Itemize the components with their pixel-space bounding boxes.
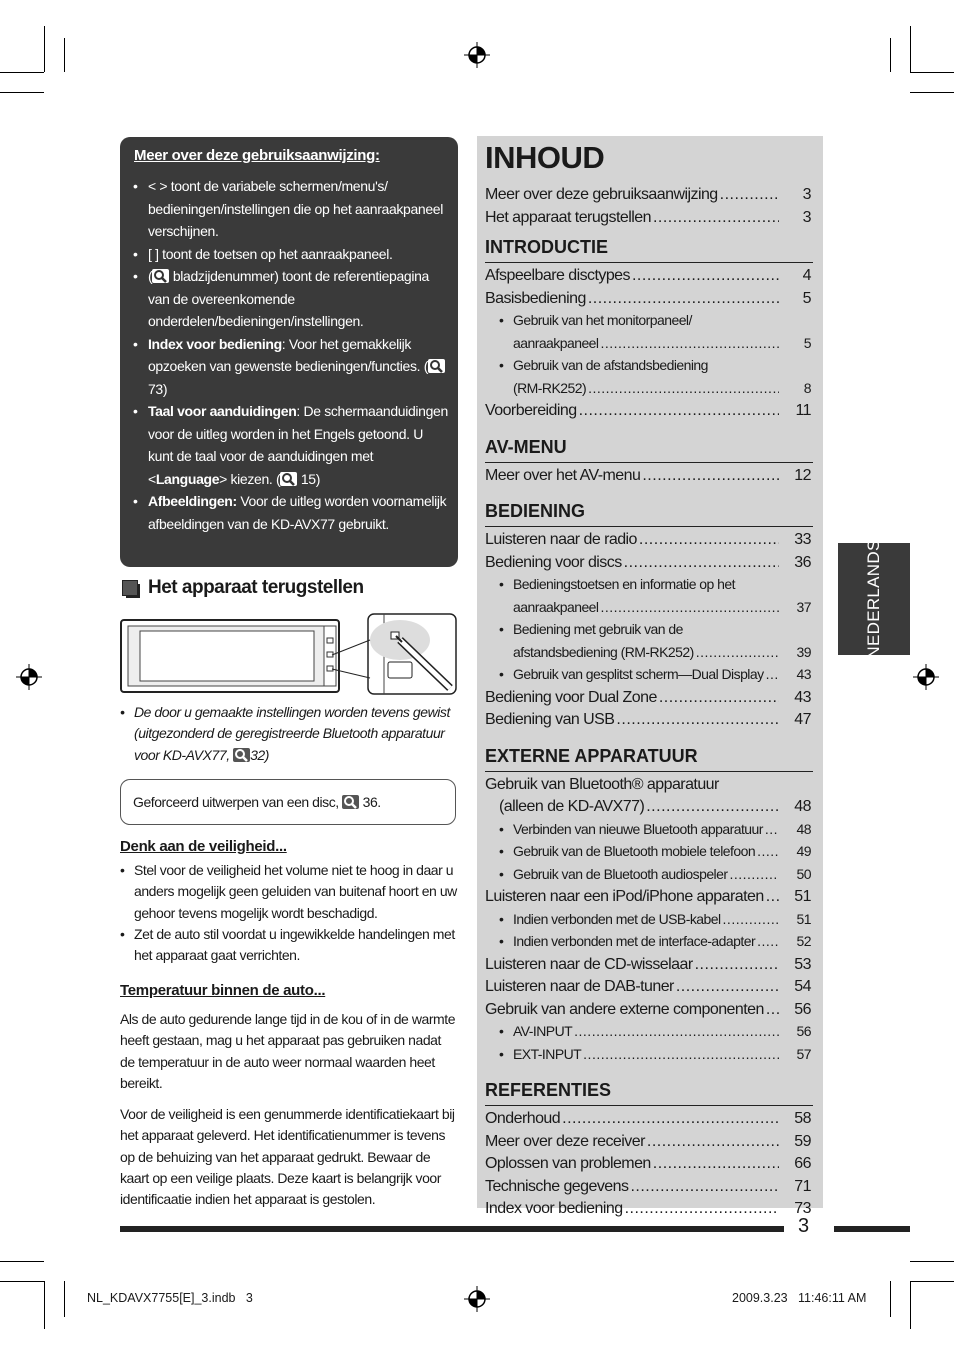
- toc-page-number: 48: [796, 820, 811, 837]
- toc-entry-title: Technische gegevens: [485, 1177, 629, 1195]
- toc-entry-title: Luisteren naar de CD-wisselaar: [485, 955, 693, 973]
- toc-bullet: •: [499, 865, 504, 882]
- toc-section-heading: INTRODUCTIE: [485, 237, 608, 257]
- toc-page-number: 47: [794, 711, 811, 728]
- toc-entry-title: Luisteren naar de radio: [485, 531, 637, 548]
- toc-bullet: •: [499, 621, 504, 637]
- toc-entry-title: Gebruik van de afstandsbediening: [513, 357, 708, 373]
- toc-leader: [647, 1133, 779, 1151]
- toc-entry-line1: [499, 312, 811, 332]
- toc-page-number: 12: [794, 466, 811, 484]
- magnifier-icon: [280, 472, 297, 486]
- toc-entry-title: Bediening met gebruik van de: [513, 621, 683, 637]
- safety-item: • Stel voor de veiligheid het volume niet te hoog in daar u anders mogelijk geen geluiden van buitenaf hoort en uw gehoor tevens mogelijk wordt beschadigd.: [120, 860, 460, 924]
- toc-entry[interactable]: [485, 402, 811, 422]
- toc-entry[interactable]: [499, 821, 811, 841]
- language-tab: [838, 539, 910, 659]
- temperature-heading: Temperatuur binnen de auto...: [120, 982, 326, 999]
- toc-entry-title: Bediening voor discs: [485, 553, 622, 571]
- crop-mark: [910, 1261, 954, 1262]
- device-illustration: [120, 612, 460, 696]
- toc-bullet: •: [499, 843, 504, 859]
- toc-entry[interactable]: [485, 1133, 811, 1153]
- toc-section-heading: BEDIENING: [485, 501, 586, 521]
- toc-entry[interactable]: [499, 1023, 811, 1043]
- toc-entry-title: AV-INPUT: [513, 1023, 573, 1039]
- crop-mark: [0, 92, 44, 93]
- toc-page-number: 56: [796, 1023, 811, 1039]
- toc-leader: [676, 978, 779, 996]
- toc-entry-line1: [485, 776, 811, 796]
- toc-entry-title: Bediening van USB: [485, 711, 615, 728]
- page-number: 3: [798, 1215, 810, 1237]
- toc-page-number: 54: [794, 978, 811, 995]
- toc-leader: [695, 956, 779, 974]
- temperature-para-1: Als de auto gedurende lange tijd in de kou of in de warmte heeft gestaan, mag u het apparaat pas gebruiken nadat de temperatuur in de auto weer normaal waarden heet bereikt.: [120, 1011, 456, 1091]
- toc-page-number: 43: [796, 666, 811, 682]
- toc-entry[interactable]: [485, 1200, 811, 1220]
- toc-page-number: 50: [796, 865, 811, 882]
- toc-entry[interactable]: [499, 1046, 811, 1066]
- toc-page-number: 51: [794, 888, 811, 905]
- toc-leader: [696, 644, 779, 660]
- toc-entry[interactable]: [485, 267, 811, 287]
- crop-mark: [910, 1281, 911, 1329]
- toc-entry-title: Afspeelbare disctypes: [485, 267, 630, 284]
- info-text: bladzijdenummer) toont de referentiepagina van de overeenkomende onderdelen/bedieningen/instellingen.: [148, 268, 429, 329]
- footer-timestamp: 2009.3.23 11:46:11 AM: [732, 1291, 867, 1305]
- page-ref: 15): [300, 470, 321, 487]
- toc-entry-title: Oplossen van problemen: [485, 1155, 651, 1172]
- toc-entry[interactable]: [485, 798, 811, 818]
- toc-entry[interactable]: [485, 531, 811, 551]
- crop-mark: [0, 1281, 44, 1282]
- toc-entry[interactable]: [485, 1155, 811, 1175]
- crop-mark: [0, 72, 44, 73]
- toc-page-number: 3: [802, 186, 811, 203]
- safety-list: [120, 860, 460, 966]
- info-bold: Index voor bediening: [148, 335, 282, 352]
- toc-entry-title: Het apparaat terugstellen: [485, 208, 651, 226]
- toc-entry[interactable]: [499, 380, 811, 400]
- toc-leader: [588, 290, 779, 308]
- toc-leader: [574, 1023, 779, 1039]
- toc-bullet: •: [499, 1045, 504, 1062]
- info-item: [132, 175, 450, 243]
- toc-entry-line1: [499, 357, 811, 377]
- info-text: [ ] toont de toetsen op het aanraakpaneel.: [148, 245, 393, 262]
- toc-page-number: 4: [802, 267, 811, 284]
- toc-entry[interactable]: [485, 978, 811, 998]
- toc-leader: [579, 402, 779, 420]
- eject-box: [120, 779, 456, 825]
- toc-leader: [765, 821, 779, 837]
- safety-items: [120, 860, 460, 966]
- square-bullet-icon: [122, 580, 138, 596]
- toc-page-number: 57: [796, 1045, 811, 1062]
- toc-entry-title: Luisteren naar een iPod/iPhone apparaten: [485, 888, 764, 905]
- toc-page-number: 66: [794, 1155, 811, 1172]
- crop-mark: [910, 72, 954, 73]
- toc-page-number: 51: [796, 910, 811, 927]
- toc-entry[interactable]: [499, 666, 811, 686]
- toc-entry-title: Bediening voor Dual Zone: [485, 688, 657, 706]
- toc-entry-title: Verbinden van nieuwe Bluetooth apparatuur: [513, 820, 763, 837]
- toc-entry-title: (RM-RK252): [513, 379, 587, 396]
- magnifier-icon: [233, 748, 250, 762]
- info-bold: Language: [155, 470, 220, 487]
- toc-page-number: 53: [794, 955, 811, 973]
- info-item: [132, 490, 450, 535]
- toc-bullet: •: [499, 1023, 504, 1039]
- toc-leader: [562, 1110, 779, 1128]
- toc-entry-title: (alleen de KD-AVX77): [499, 798, 645, 815]
- toc-page-number: 59: [794, 1132, 811, 1150]
- toc-entry-title: aanraakpaneel: [513, 334, 599, 351]
- safety-heading: Denk aan de veiligheid...: [120, 838, 287, 855]
- toc-leader: [632, 267, 779, 285]
- toc-leader: [625, 1200, 779, 1218]
- toc-entry[interactable]: [485, 1178, 811, 1198]
- toc-page-number: 5: [803, 334, 811, 351]
- toc-page-number: 3: [802, 208, 811, 226]
- toc-entry-title: Gebruik van andere externe componenten: [485, 1000, 764, 1018]
- info-text: < > toont de variabele schermen/menu's/ bedieningen/instellingen die op het aanraakpaneel verschijnen.: [148, 178, 443, 239]
- language-tab-label: NEDERLANDS: [864, 539, 883, 659]
- toc-leader: [757, 933, 779, 949]
- toc-page-number: 33: [794, 531, 811, 548]
- toc-entry-title: Meer over het AV-menu: [485, 466, 641, 484]
- toc-leader: [600, 599, 779, 615]
- toc-entry[interactable]: [499, 335, 811, 355]
- toc-leader: [757, 843, 779, 859]
- toc-entry[interactable]: [485, 1001, 811, 1021]
- note-text: De door u gemaakte instellingen worden tevens gewist (uitgezonderd de geregistreerde Bluetooth apparatuur voor KD-AVX77,: [134, 704, 450, 763]
- crop-mark: [64, 38, 65, 72]
- toc-page-number: 58: [794, 1110, 811, 1127]
- toc-leader: [720, 186, 779, 204]
- toc-entry[interactable]: [485, 888, 811, 908]
- toc-entry[interactable]: [485, 209, 811, 229]
- toc-page-number: 56: [794, 1000, 811, 1018]
- toc-leader: [639, 531, 779, 549]
- toc-leader: [646, 798, 779, 816]
- table-of-contents: [477, 136, 823, 1217]
- toc-section-rule: [485, 1105, 813, 1106]
- reset-heading: Het apparaat terugstellen: [148, 577, 364, 598]
- toc-entry[interactable]: [499, 911, 811, 931]
- crop-mark: [0, 1261, 44, 1262]
- toc-section-rule: [485, 262, 813, 263]
- crop-mark: [64, 1281, 65, 1317]
- toc-entry-title: Gebruik van het monitorpaneel/: [513, 312, 692, 328]
- page-ref: 36.: [362, 794, 381, 810]
- magnifier-icon: [428, 359, 445, 373]
- toc-entry-title: Voorbereiding: [485, 402, 577, 419]
- info-bold: Afbeeldingen:: [148, 493, 237, 509]
- toc-leader: [653, 209, 779, 227]
- toc-entry[interactable]: [499, 644, 811, 664]
- toc-page-number: 71: [794, 1177, 811, 1195]
- toc-page-number: 8: [803, 379, 811, 396]
- info-item: [132, 333, 450, 401]
- toc-leader: [729, 866, 779, 882]
- toc-bullet: •: [499, 910, 504, 927]
- toc-leader: [624, 554, 779, 572]
- toc-entry-title: Meer over deze gebruiksaanwijzing: [485, 186, 718, 203]
- toc-entry[interactable]: [485, 689, 811, 709]
- toc-entry-title: Bedieningstoetsen en informatie op het: [513, 576, 735, 592]
- toc-entry-title: Gebruik van Bluetooth® apparatuur: [485, 775, 719, 793]
- toc-page-number: 5: [802, 289, 811, 307]
- toc-bullet: •: [499, 933, 504, 949]
- toc-entry[interactable]: [499, 599, 811, 619]
- info-box: [120, 137, 458, 567]
- toc-leader: [653, 1155, 779, 1173]
- toc-entry-line1: [499, 576, 811, 596]
- eject-text: Geforceerd uitwerpen van een disc,: [133, 794, 339, 810]
- toc-leader: [583, 1046, 779, 1062]
- info-list: [132, 175, 450, 535]
- toc-entry-title: Indien verbonden met de interface-adapter: [513, 933, 756, 949]
- toc-section-rule: [485, 462, 813, 463]
- crop-mark: [910, 26, 911, 72]
- toc-entry-title: Index voor bediening: [485, 1200, 623, 1217]
- toc-leader: [766, 666, 779, 682]
- toc-section-heading: EXTERNE APPARATUUR: [485, 745, 698, 766]
- toc-section-rule: [485, 771, 813, 772]
- toc-entry[interactable]: [499, 933, 811, 953]
- registration-mark-bottom: [464, 1286, 490, 1312]
- toc-entry-title: afstandsbediening (RM-RK252): [513, 643, 694, 660]
- toc-entry-title: EXT-INPUT: [513, 1045, 582, 1062]
- toc-page-number: 73: [794, 1200, 811, 1217]
- toc-entry-title: Meer over deze receiver: [485, 1132, 645, 1150]
- info-item: [132, 400, 450, 490]
- temperature-para-2: Voor de veiligheid is een genummerde identificatiekaart bij het apparaat geleverd. Het identificatienummer is tevens op de behuizing van het apparaat gedrukt. Bewaar de kaart op een veilige plaats. Deze kaart is belangrijk voor identificaatie indien het apparaat is gestolen.: [120, 1106, 455, 1208]
- footer-rule-right: [834, 1226, 910, 1232]
- toc-entry[interactable]: [499, 866, 811, 886]
- toc-page-number: 49: [796, 843, 811, 859]
- toc-bullet: •: [499, 357, 504, 373]
- safety-item: • Zet de auto stil voordat u ingewikkelde handelingen met het apparaat gaat verrichten.: [120, 924, 460, 967]
- toc-leader: [766, 888, 779, 906]
- toc-entry[interactable]: [485, 1110, 811, 1130]
- toc-entry-title: Gebruik van gesplitst scherm—Dual Display: [513, 666, 764, 682]
- note-item: [120, 702, 460, 766]
- toc-entry[interactable]: [485, 186, 811, 206]
- toc-page-number: 39: [796, 643, 811, 660]
- info-text: Voor de uitleg worden voornamelijk afbeeldingen van de KD-AVX77 gebruikt.: [148, 493, 447, 532]
- info-text: <: [148, 470, 156, 487]
- footer-rule-left: [120, 1226, 784, 1232]
- toc-bullet: •: [499, 820, 504, 837]
- toc-leader: [766, 1001, 779, 1019]
- toc-bullet: •: [499, 666, 504, 682]
- registration-mark-left: [16, 664, 42, 690]
- toc-title: INHOUD: [485, 140, 605, 175]
- info-bold: Taal voor aanduidingen: [148, 403, 297, 419]
- footer-file-name: NL_KDAVX7755[E]_3.indb 3: [87, 1291, 253, 1305]
- toc-section-heading: AV-MENU: [485, 436, 567, 457]
- crop-mark: [44, 26, 45, 72]
- magnifier-icon: [342, 795, 359, 809]
- magnifier-icon: [152, 269, 169, 283]
- toc-leader: [630, 1178, 779, 1196]
- registration-mark-top: [464, 42, 490, 68]
- toc-leader: [659, 689, 779, 707]
- info-box-title: Meer over deze gebruiksaanwijzing:: [134, 147, 380, 164]
- reset-note: [120, 702, 460, 766]
- page-ref: 73): [148, 380, 168, 397]
- info-item: [132, 243, 450, 266]
- info-text: : De schermaanduidingen voor de uitleg worden in het Engels getoond.: [148, 403, 448, 442]
- toc-section-heading: REFERENTIES: [485, 1080, 612, 1100]
- toc-page-number: 48: [794, 798, 811, 815]
- toc-entry-title: Gebruik van de Bluetooth mobiele telefoon: [513, 843, 756, 859]
- crop-mark: [890, 1281, 891, 1317]
- toc-entry[interactable]: [485, 711, 811, 731]
- crop-mark: [44, 1281, 45, 1329]
- toc-entry[interactable]: [499, 843, 811, 863]
- toc-entry-title: Gebruik van de Bluetooth audiospeler: [513, 865, 728, 882]
- toc-entry-title: Basisbediening: [485, 289, 586, 307]
- info-item: [132, 265, 450, 333]
- toc-entry-title: aanraakpaneel: [513, 598, 599, 615]
- info-text: (: [148, 268, 153, 284]
- info-text: > kiezen. (: [219, 470, 281, 487]
- toc-entry-title: Indien verbonden met de USB-kabel: [513, 910, 721, 927]
- toc-leader: [642, 467, 779, 485]
- note-list: [120, 702, 460, 766]
- toc-entry-title: Onderhoud: [485, 1110, 561, 1127]
- toc-bullet: •: [499, 312, 504, 328]
- info-text: U kunt de taal voor de aanduidingen met: [148, 425, 423, 464]
- toc-page-number: 11: [795, 402, 811, 419]
- toc-page-number: 43: [794, 688, 811, 706]
- toc-page-number: 37: [796, 598, 811, 615]
- toc-entry[interactable]: [485, 467, 811, 487]
- toc-entry[interactable]: [485, 290, 811, 310]
- registration-mark-right: [913, 664, 939, 690]
- crop-mark: [890, 38, 891, 72]
- toc-section-rule: [485, 526, 813, 527]
- toc-entry-line1: [499, 621, 811, 641]
- page-ref: 32): [250, 746, 269, 763]
- toc-leader: [588, 380, 779, 396]
- toc-entry[interactable]: [485, 956, 811, 976]
- crop-mark: [910, 1281, 954, 1282]
- toc-entry[interactable]: [485, 554, 811, 574]
- crop-mark: [910, 92, 954, 93]
- info-text: (: [423, 358, 429, 374]
- toc-bullet: •: [499, 576, 504, 592]
- toc-leader: [616, 711, 779, 729]
- toc-page-number: 36: [794, 553, 811, 571]
- toc-leader: [723, 911, 779, 927]
- toc-entry-title: Luisteren naar de DAB-tuner: [485, 978, 674, 995]
- toc-leader: [600, 335, 779, 351]
- toc-page-number: 52: [796, 933, 811, 949]
- info-text: : Voor het gemakkelijk opzoeken van gewenste bedieningen/functies.: [148, 335, 421, 374]
